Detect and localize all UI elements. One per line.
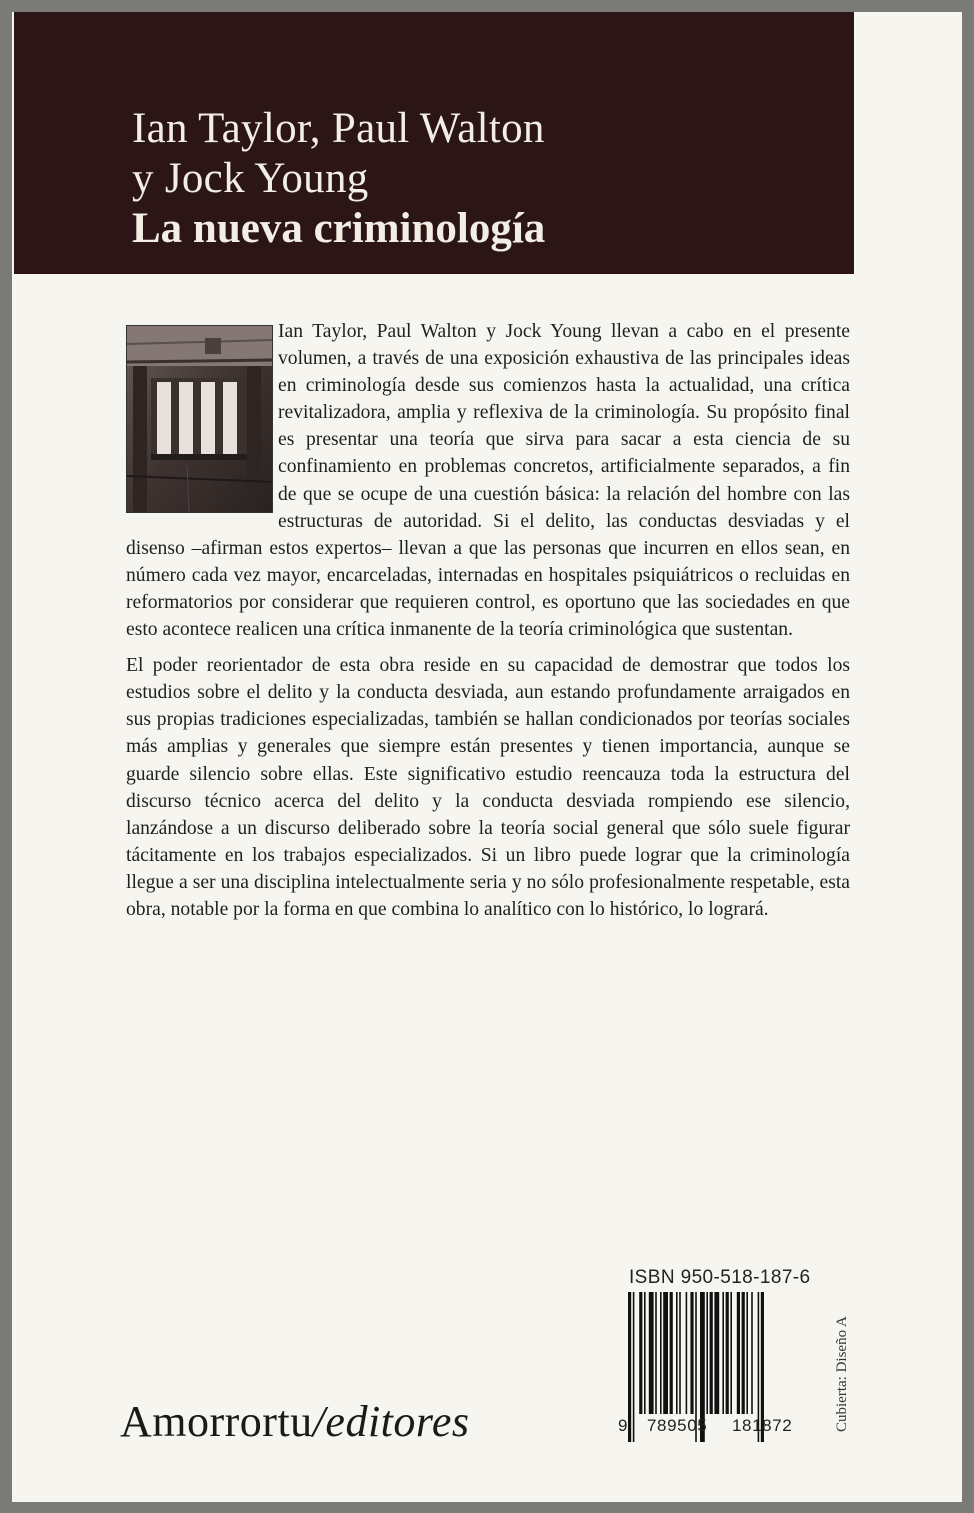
authors-line-2: y Jock Young [132,155,369,202]
barcode-bar [644,1292,646,1414]
barcode-bar [726,1292,729,1414]
publisher-suffix: editores [325,1397,470,1446]
barcode-bar [714,1292,719,1414]
barcode-bar [660,1292,662,1414]
barcode-bar [690,1292,693,1414]
barcode-bar [628,1292,631,1442]
barcode-bar [737,1292,740,1414]
synopsis [126,318,850,923]
barcode-digits-group-2: 181872 [732,1416,793,1435]
barcode-bar [649,1292,654,1414]
paragraph-1-text: Ian Taylor, Paul Walton y Jock Young llevan a cabo en el presente volumen, a través de una exposición exhaustiva de las principales ideas en criminología desde sus comienzos hasta la actualidad, una crítica revitalizadora, amplia y reflexiva de la criminología. Su propósito final es presentar una teoría que sirva para sacar a esta ciencia de su confinamiento en problemas concretos, artificialmente separados, a fin de que se ocupe de una cuestión básica: la relación del hombre con las estructuras de autoridad. Si el delito, las conductas desviadas y el disenso –afirman estos expertos– llevan a que las personas que incurren en ellos sean, en número cada vez mayor, encarceladas, internadas en hospitales psiquiátricos o recluidas en reformatorios por considerar que requieren control, es oportuno que las sociedades en que esto acontece realicen una crítica inmanente de la teoría criminológica que sustentan. [126,321,850,641]
barcode-bar [663,1292,668,1414]
barcode-bar [655,1292,657,1414]
photo-spacer [126,318,278,518]
synopsis-paragraph-2: El poder reorientador de esta obra reside en su capacidad de demostrar que todos los estudios sobre el delito y la conducta desviada, aun estando profundamente arraigados en sus propias tradiciones especializadas, también se hallan condicionados por teorías sociales más amplias y generales que siempre están presentes y tienen importancia, aunque se guarde silencio sobre ellas. Este significativo estudio reencauza toda la estructura del discurso técnico acerca del delito y la conducta desviada rompiendo ese silencio, lanzándose a un discurso deliberado sobre la teoría social general que sólo suele figurar tácitamente en los trabajos especializados. Si un libro puede lograr que la criminología llegue a ser una disciplina intelectualmente seria y no sólo profesionalmente respetable, esta obra, notable por la forma en que combina lo analítico con lo histórico, lo logrará. [126,655,850,920]
barcode-bar [676,1292,678,1414]
barcode-bar [746,1292,748,1414]
publisher-name: Amorrortu [120,1397,313,1446]
barcode-bar [710,1292,713,1414]
title-block [132,104,545,254]
back-cover [12,12,962,1502]
barcode-digits-group-1: 789505 [647,1416,708,1435]
barcode-bar [742,1292,745,1414]
barcode-bar [686,1292,688,1414]
synopsis-paragraph-1 [126,318,850,643]
barcode-bar [679,1292,681,1414]
barcode-digit-first: 9 [618,1416,629,1435]
barcode-bar [633,1292,635,1442]
barcode-bar [730,1292,732,1414]
barcode-bar [722,1292,724,1414]
publisher-slash: / [312,1397,326,1446]
book-title: La nueva criminología [132,205,546,252]
publisher-logo [120,1396,470,1447]
cover-design-credit: Cubierta: Diseño A [834,1316,850,1432]
authors-line-1: Ian Taylor, Paul Walton [132,105,545,152]
isbn-label: ISBN 950-518-187-6 [629,1267,811,1288]
header-band [14,12,854,274]
barcode-bar [706,1292,708,1414]
barcode-bar [639,1292,642,1414]
barcode-bar [751,1292,753,1414]
barcode-bar [670,1292,673,1414]
